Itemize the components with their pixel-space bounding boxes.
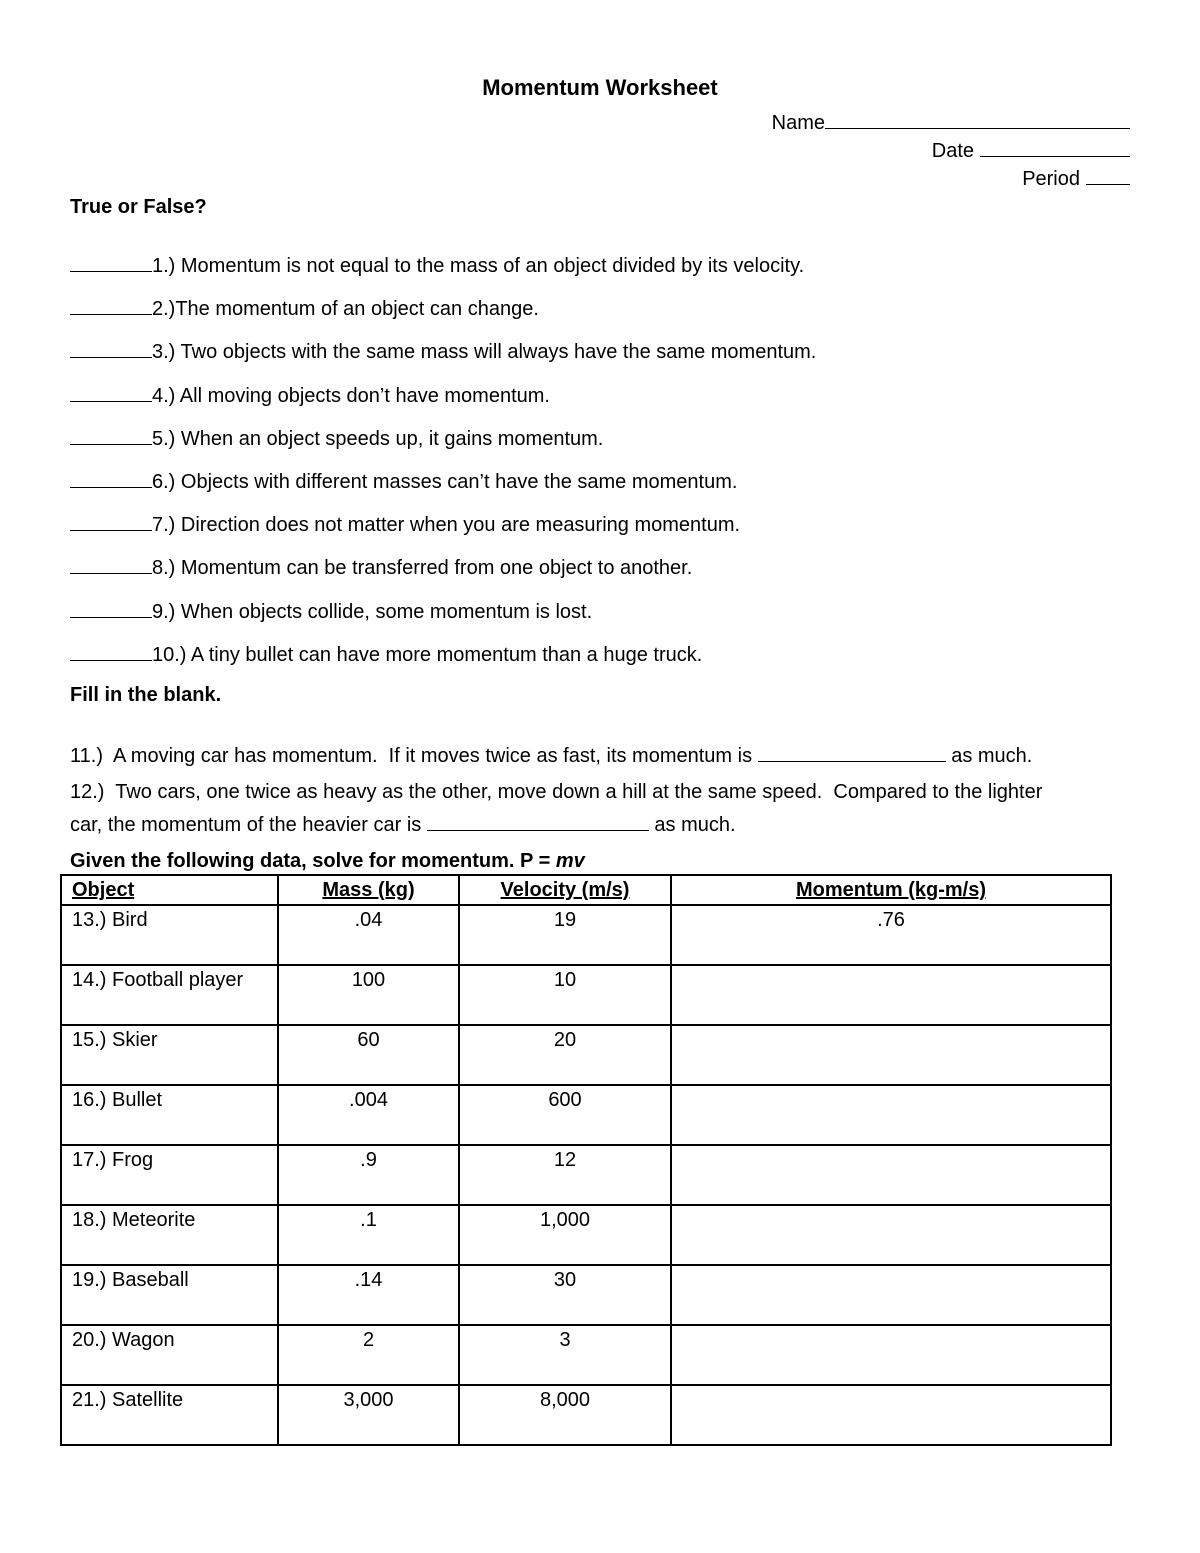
momentum-cell[interactable] bbox=[671, 1205, 1111, 1265]
item-number: 8.) bbox=[152, 557, 176, 580]
header-object: Object bbox=[61, 875, 278, 905]
item-number: 4.) bbox=[152, 384, 176, 407]
answer-blank[interactable] bbox=[70, 469, 152, 488]
date-line bbox=[932, 138, 1130, 161]
object-cell: 20.) Wagon bbox=[61, 1325, 278, 1385]
true-false-item bbox=[70, 339, 816, 362]
question-11-answer-blank[interactable] bbox=[758, 743, 946, 762]
mass-cell: .004 bbox=[278, 1085, 459, 1145]
momentum-cell[interactable] bbox=[671, 1145, 1111, 1205]
worksheet-title: Momentum Worksheet bbox=[482, 75, 718, 100]
true-false-item bbox=[70, 383, 550, 406]
table-row bbox=[61, 905, 1111, 965]
object-cell: 18.) Meteorite bbox=[61, 1205, 278, 1265]
velocity-cell: 12 bbox=[459, 1145, 671, 1205]
table-row bbox=[61, 965, 1111, 1025]
question-12-text: car, the momentum of the heavier car is bbox=[70, 814, 427, 836]
mass-cell: .04 bbox=[278, 905, 459, 965]
answer-blank[interactable] bbox=[70, 383, 152, 402]
period-label: Period bbox=[1022, 168, 1080, 190]
object-cell: 13.) Bird bbox=[61, 905, 278, 965]
table-row bbox=[61, 1145, 1111, 1205]
mass-cell: .9 bbox=[278, 1145, 459, 1205]
table-row bbox=[61, 1325, 1111, 1385]
true-false-item bbox=[70, 253, 804, 276]
momentum-formula: mv bbox=[555, 850, 585, 872]
velocity-cell: 8,000 bbox=[459, 1385, 671, 1445]
name-field[interactable] bbox=[825, 110, 1130, 129]
period-line bbox=[1022, 166, 1130, 189]
velocity-cell: 19 bbox=[459, 905, 671, 965]
item-number: 9.) bbox=[152, 600, 176, 623]
question-12-line2 bbox=[70, 812, 736, 835]
table-row bbox=[61, 1205, 1111, 1265]
answer-blank[interactable] bbox=[70, 296, 152, 315]
table-row bbox=[61, 1265, 1111, 1325]
item-number: 10.) bbox=[152, 643, 187, 666]
item-statement: The momentum of an object can change. bbox=[175, 298, 539, 321]
object-cell: 16.) Bullet bbox=[61, 1085, 278, 1145]
question-12-suffix: as much. bbox=[648, 814, 736, 836]
date-field[interactable] bbox=[980, 138, 1130, 157]
momentum-data-table bbox=[60, 874, 1112, 1446]
answer-blank[interactable] bbox=[70, 512, 152, 531]
item-number: 3.) bbox=[152, 341, 176, 364]
item-number: 5.) bbox=[152, 427, 176, 450]
question-11-suffix: as much. bbox=[945, 745, 1033, 767]
question-11-text: 11.) A moving car has momentum. If it moves twice as fast, its momentum is bbox=[70, 745, 758, 767]
header-velocity: Velocity (m/s) bbox=[459, 875, 671, 905]
momentum-cell[interactable] bbox=[671, 1085, 1111, 1145]
item-statement: Two objects with the same mass will always have the same momentum. bbox=[175, 341, 817, 364]
true-false-item bbox=[70, 469, 737, 492]
item-number: 6.) bbox=[152, 471, 176, 493]
item-statement: Direction does not matter when you are measuring momentum. bbox=[175, 514, 741, 537]
object-cell: 14.) Football player bbox=[61, 965, 278, 1025]
answer-blank[interactable] bbox=[70, 339, 152, 358]
momentum-cell[interactable] bbox=[671, 1325, 1111, 1385]
date-label: Date bbox=[931, 140, 974, 162]
item-statement: All moving objects don’t have momentum. bbox=[175, 384, 550, 407]
item-statement: When objects collide, some momentum is lost. bbox=[175, 600, 593, 623]
item-number: 7.) bbox=[152, 514, 176, 537]
table-row bbox=[61, 1385, 1111, 1445]
true-false-item bbox=[70, 426, 603, 449]
fill-in-heading: Fill in the blank. bbox=[70, 684, 222, 706]
name-line bbox=[772, 110, 1130, 133]
item-statement: When an object speeds up, it gains momentum. bbox=[175, 427, 604, 450]
velocity-cell: 3 bbox=[459, 1325, 671, 1385]
answer-blank[interactable] bbox=[70, 599, 152, 618]
momentum-cell[interactable] bbox=[671, 1385, 1111, 1445]
true-false-item bbox=[70, 642, 702, 665]
mass-cell: 2 bbox=[278, 1325, 459, 1385]
header-momentum: Momentum (kg-m/s) bbox=[671, 875, 1111, 905]
true-false-item bbox=[70, 599, 592, 622]
velocity-cell: 20 bbox=[459, 1025, 671, 1085]
momentum-cell[interactable] bbox=[671, 965, 1111, 1025]
answer-blank[interactable] bbox=[70, 642, 152, 661]
mass-cell: 60 bbox=[278, 1025, 459, 1085]
item-number: 1.) bbox=[152, 255, 176, 277]
item-statement: Objects with different masses can’t have the same momentum. bbox=[175, 471, 738, 493]
true-false-item bbox=[70, 512, 740, 535]
momentum-cell[interactable] bbox=[671, 1025, 1111, 1085]
question-11 bbox=[70, 743, 1032, 766]
true-false-item bbox=[70, 296, 539, 319]
answer-blank[interactable] bbox=[70, 253, 152, 272]
answer-blank[interactable] bbox=[70, 555, 152, 574]
table-intro-text: Given the following data, solve for momentum. P = bbox=[70, 850, 556, 872]
mass-cell: 3,000 bbox=[278, 1385, 459, 1445]
velocity-cell: 1,000 bbox=[459, 1205, 671, 1265]
header-mass: Mass (kg) bbox=[278, 875, 459, 905]
table-intro bbox=[70, 851, 585, 871]
true-false-item bbox=[70, 555, 692, 578]
question-12-line1: 12.) Two cars, one twice as heavy as the other, move down a hill at the same speed. Compared to the lighter bbox=[70, 781, 1043, 803]
item-statement: Momentum can be transferred from one object to another. bbox=[175, 557, 693, 580]
table-body bbox=[61, 905, 1111, 1445]
object-cell: 15.) Skier bbox=[61, 1025, 278, 1085]
mass-cell: 100 bbox=[278, 965, 459, 1025]
mass-cell: .14 bbox=[278, 1265, 459, 1325]
period-field[interactable] bbox=[1086, 166, 1130, 185]
momentum-cell[interactable]: .76 bbox=[671, 905, 1111, 965]
velocity-cell: 30 bbox=[459, 1265, 671, 1325]
mass-cell: .1 bbox=[278, 1205, 459, 1265]
momentum-cell[interactable] bbox=[671, 1265, 1111, 1325]
object-cell: 17.) Frog bbox=[61, 1145, 278, 1205]
table-row bbox=[61, 1025, 1111, 1085]
item-statement: A tiny bullet can have more momentum than a huge truck. bbox=[186, 643, 703, 666]
item-number: 2.) bbox=[152, 298, 176, 321]
question-12-answer-blank[interactable] bbox=[427, 812, 649, 831]
true-false-heading: True or False? bbox=[70, 196, 207, 218]
table-header-row bbox=[61, 875, 1111, 905]
object-cell: 19.) Baseball bbox=[61, 1265, 278, 1325]
item-statement: Momentum is not equal to the mass of an object divided by its velocity. bbox=[175, 255, 805, 277]
name-label: Name bbox=[771, 112, 825, 134]
answer-blank[interactable] bbox=[70, 426, 152, 445]
velocity-cell: 600 bbox=[459, 1085, 671, 1145]
velocity-cell: 10 bbox=[459, 965, 671, 1025]
object-cell: 21.) Satellite bbox=[61, 1385, 278, 1445]
table-row bbox=[61, 1085, 1111, 1145]
